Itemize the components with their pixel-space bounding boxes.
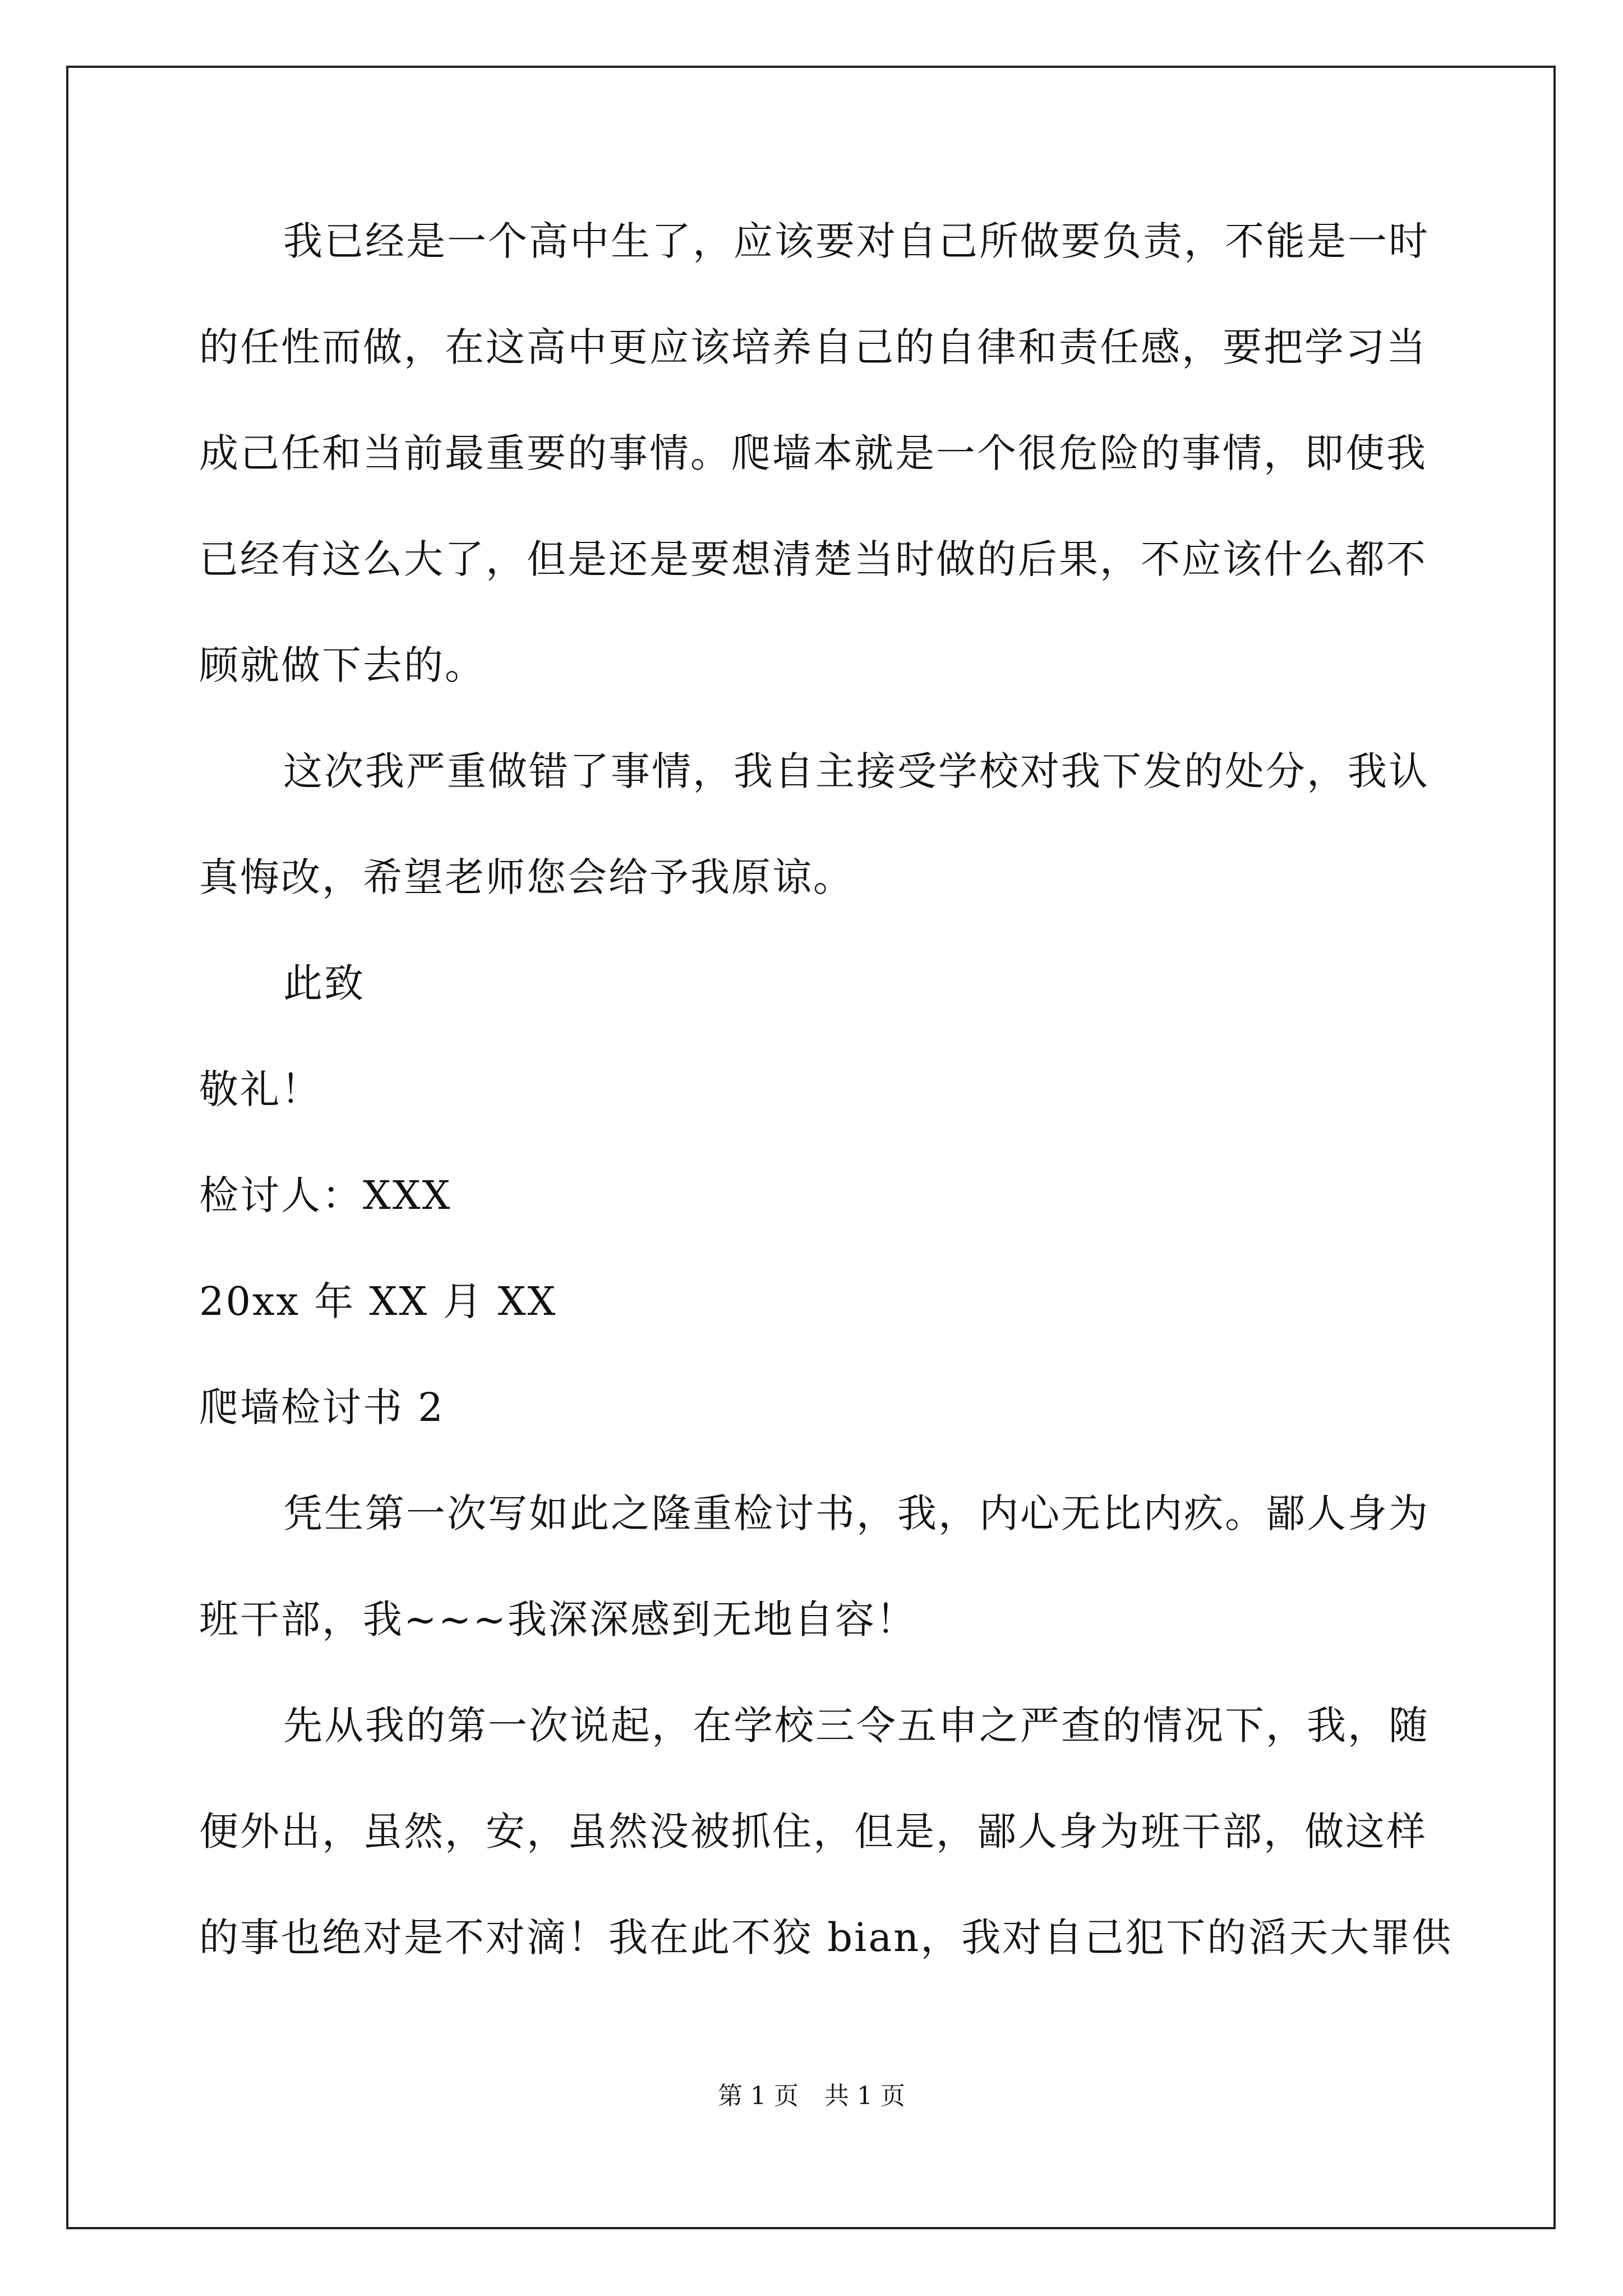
section-title: 爬墙检讨书 2 <box>199 1384 445 1430</box>
page-footer <box>0 2084 1623 2109</box>
closing-salutation: 此致 <box>283 960 365 1006</box>
signature-line: 检讨人：XXX <box>199 1172 452 1218</box>
paragraph-line: 便外出，虽然，安，虽然没被抓住，但是，鄙人身为班干部，做这样 <box>199 1809 1427 1855</box>
paragraph-line: 凭生第一次写如此之隆重检讨书，我，内心无比内疚。鄙人身为 <box>283 1490 1430 1536</box>
paragraph-line: 顾就做下去的。 <box>199 642 486 688</box>
paragraph-line: 已经有这么大了，但是还是要想清楚当时做的后果，不应该什么都不 <box>199 536 1427 582</box>
paragraph-line: 真悔改，希望老师您会给予我原谅。 <box>199 854 854 900</box>
paragraph-line: 先从我的第一次说起，在学校三令五申之严查的情况下，我，随 <box>283 1703 1430 1749</box>
page-number-current: 第 1 页 <box>718 2082 799 2110</box>
paragraph-line: 这次我严重做错了事情，我自主接受学校对我下发的处分，我认 <box>283 748 1430 794</box>
page-number-total: 共 1 页 <box>824 2082 905 2110</box>
paragraph-line: 成己任和当前最重要的事情。爬墙本就是一个很危险的事情，即使我 <box>199 430 1427 476</box>
paragraph-line: 班干部，我~~~我深深感到无地自容！ <box>199 1596 917 1642</box>
date-line: 20xx 年 XX 月 XX <box>199 1278 557 1324</box>
paragraph-line: 我已经是一个高中生了，应该要对自己所做要负责，不能是一时 <box>283 218 1430 264</box>
document-body <box>199 218 1453 2024</box>
closing-regards: 敬礼！ <box>199 1066 322 1112</box>
paragraph-line: 的事也绝对是不对滴！我在此不狡 bian，我对自己犯下的滔天大罪供 <box>199 1915 1453 1961</box>
paragraph-line: 的任性而做，在这高中更应该培养自己的自律和责任感，要把学习当 <box>199 324 1427 370</box>
